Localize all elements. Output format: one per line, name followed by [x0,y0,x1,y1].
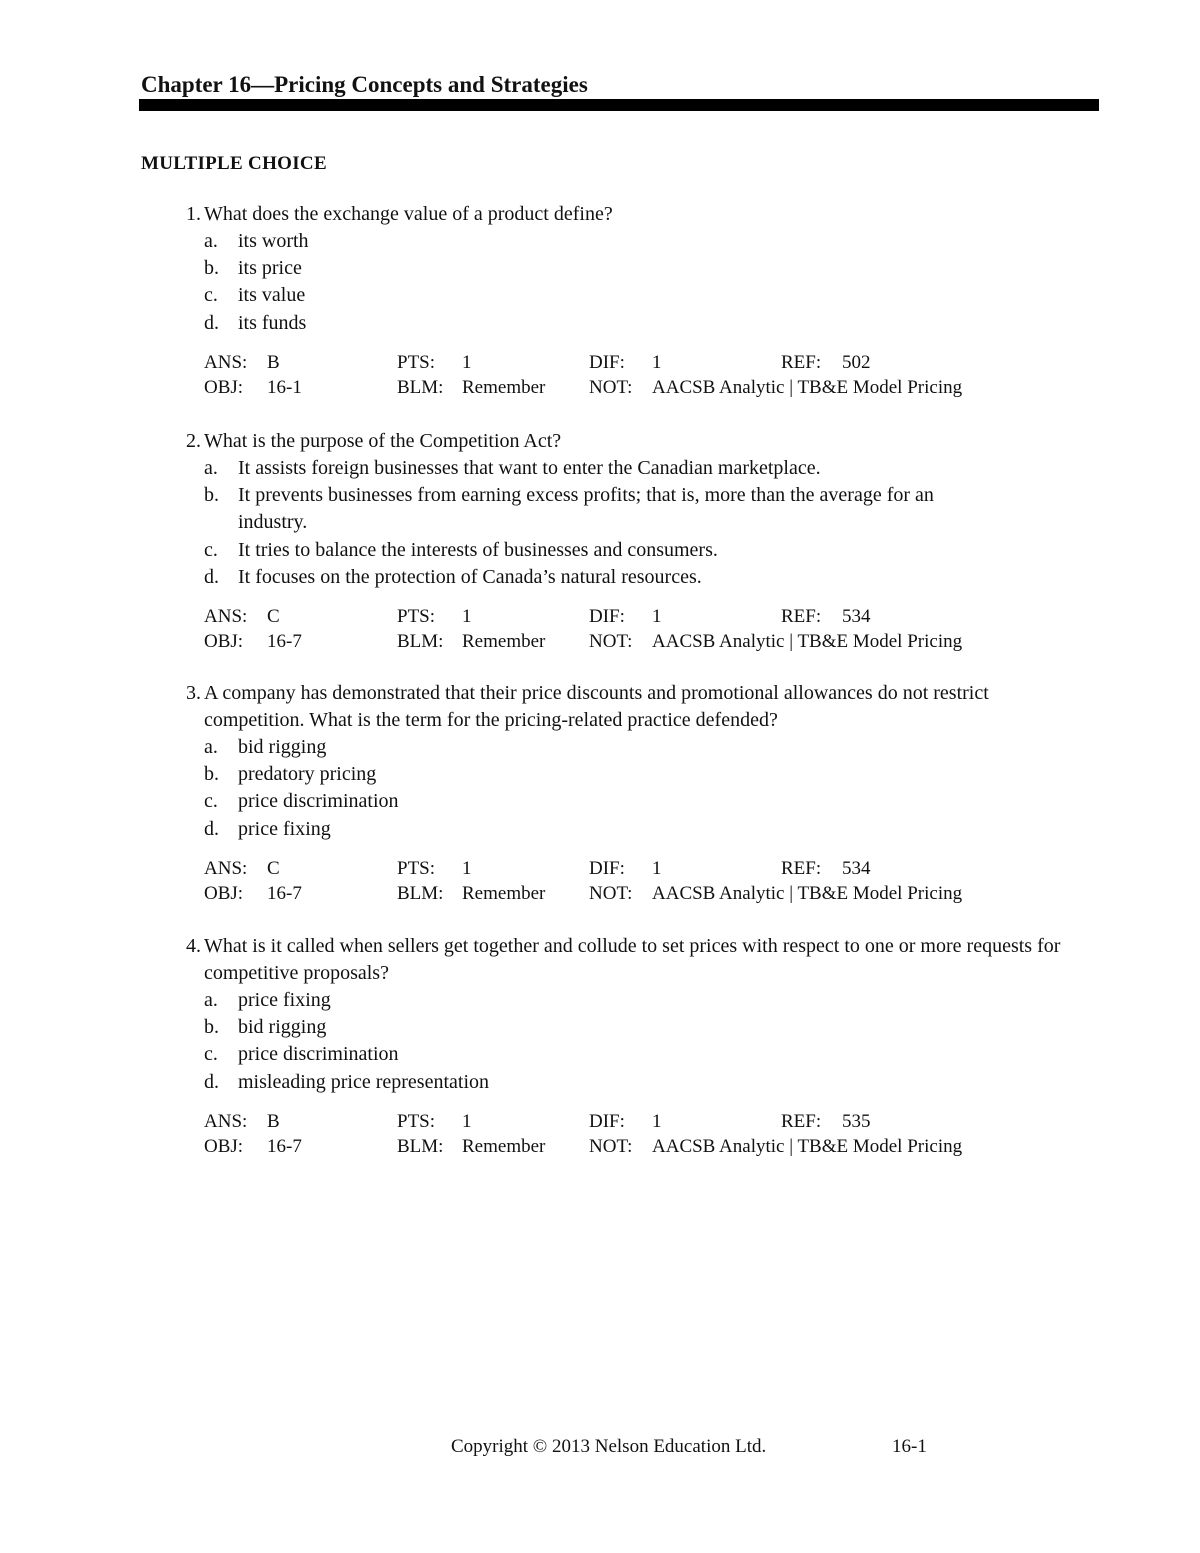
metadata-row [204,350,1071,375]
dif-label: DIF: [589,351,625,373]
ans-label: ANS: [204,606,248,628]
option-letter: c. [204,538,218,561]
option-text: It prevents businesses from earning excess profits; that is, more than the average for an industry. [238,484,934,534]
question-metadata [204,856,1071,906]
answer-option [141,761,1071,788]
dif-label: DIF: [589,857,625,879]
pts-label: PTS: [397,351,436,373]
section-heading: MULTIPLE CHOICE [141,153,327,174]
obj-label: OBJ: [204,1135,244,1157]
ref-label: REF: [781,857,822,879]
answer-option [141,1014,1071,1041]
option-letter: c. [204,790,218,813]
blm-value: Remember [462,1135,546,1157]
ans-value: B [267,1110,280,1132]
option-text: price discrimination [238,790,399,813]
answer-option [141,816,1071,843]
option-text: its worth [238,230,309,252]
blm-label: BLM: [397,631,444,653]
question-metadata [204,1109,1071,1159]
option-text: its value [238,284,306,307]
question-2 [141,428,1071,654]
question-stem [141,201,1071,228]
title-rule [139,99,1099,111]
blm-value: Remember [462,882,546,904]
dif-value: 1 [652,1110,662,1132]
question-4 [141,933,1071,1159]
option-text: It assists foreign businesses that want to enter the Canadian marketplace. [238,457,821,479]
ref-label: REF: [781,606,822,628]
pts-value: 1 [462,351,472,373]
answer-option [141,228,1071,255]
option-text: It focuses on the protection of Canada’s natural resources. [238,565,702,588]
option-letter: d. [204,565,219,588]
ans-value: B [267,351,280,373]
obj-value: 16-7 [267,631,302,653]
not-value: AACSB Analytic | TB&E Model Pricing [652,376,963,398]
metadata-row [204,629,1071,654]
answer-option [141,564,1071,591]
ans-value: C [267,606,280,628]
answer-option [141,255,1071,282]
answer-options [141,734,1071,843]
not-value: AACSB Analytic | TB&E Model Pricing [652,631,963,653]
question-number: 3. [186,682,201,704]
not-label: NOT: [589,882,633,904]
option-text: misleading price representation [238,1070,490,1093]
blm-label: BLM: [397,882,444,904]
metadata-row [204,1134,1071,1159]
dif-value: 1 [652,351,662,373]
metadata-row [204,604,1071,629]
option-text: bid rigging [238,1016,327,1039]
not-label: NOT: [589,1135,633,1157]
obj-label: OBJ: [204,376,244,398]
copyright-notice: Copyright © 2013 Nelson Education Ltd. [451,1436,767,1457]
obj-label: OBJ: [204,631,244,653]
ans-label: ANS: [204,1110,248,1132]
option-text: bid rigging [238,736,327,758]
not-value: AACSB Analytic | TB&E Model Pricing [652,882,963,904]
option-letter: d. [204,1070,219,1093]
option-letter: d. [204,817,219,840]
option-letter: c. [204,1043,218,1066]
pts-label: PTS: [397,857,436,879]
option-letter: a. [204,230,218,252]
option-letter: b. [204,1016,219,1039]
option-letter: c. [204,284,218,307]
option-letter: a. [204,457,218,479]
question-3 [141,680,1071,906]
dif-value: 1 [652,606,662,628]
obj-label: OBJ: [204,882,244,904]
ans-label: ANS: [204,351,248,373]
answer-option [141,1041,1071,1068]
answer-option [141,282,1071,309]
not-label: NOT: [589,376,633,398]
option-letter: a. [204,989,218,1011]
metadata-row [204,881,1071,906]
question-number: 1. [186,203,201,225]
ans-value: C [267,857,280,879]
option-text: its price [238,257,302,280]
option-text: It tries to balance the interests of businesses and consumers. [238,538,718,561]
question-text: A company has demonstrated that their price discounts and promotional allowances do not restrict competition. What is the term for the pricing-related practice defended? [204,682,989,731]
answer-option [141,537,1071,564]
question-stem [141,680,1071,734]
question-stem [141,933,1071,987]
not-value: AACSB Analytic | TB&E Model Pricing [652,1135,963,1157]
answer-options [141,987,1071,1096]
ans-label: ANS: [204,857,248,879]
metadata-row [204,1109,1071,1134]
blm-label: BLM: [397,1135,444,1157]
answer-option [141,482,1001,536]
question-stem [141,428,1071,455]
metadata-row [204,856,1071,881]
option-letter: a. [204,736,218,758]
answer-option [141,788,1071,815]
page-number: 16-1 [892,1436,927,1457]
option-text: its funds [238,311,307,334]
blm-value: Remember [462,631,546,653]
option-text: price fixing [238,817,331,840]
metadata-row [204,375,1071,400]
ref-label: REF: [781,1110,822,1132]
question-text: What is the purpose of the Competition Act? [204,430,562,452]
option-letter: d. [204,311,219,334]
question-1 [141,201,1071,400]
pts-value: 1 [462,857,472,879]
question-text: What does the exchange value of a product define? [204,203,613,225]
answer-option [141,987,1071,1014]
pts-label: PTS: [397,1110,436,1132]
option-letter: b. [204,257,219,280]
dif-label: DIF: [589,606,625,628]
blm-value: Remember [462,376,546,398]
ref-value: 534 [842,606,871,628]
answer-option [141,1069,1071,1096]
answer-option [141,734,1071,761]
obj-value: 16-7 [267,882,302,904]
question-metadata [204,604,1071,654]
obj-value: 16-7 [267,1135,302,1157]
ref-label: REF: [781,351,822,373]
question-number: 4. [186,935,201,957]
question-text: What is it called when sellers get together and collude to set prices with respect to one or more requests for competitive proposals? [204,935,1061,984]
answer-option [141,455,1071,482]
obj-value: 16-1 [267,376,302,398]
answer-options [141,455,1071,591]
question-metadata [204,350,1071,400]
option-text: price discrimination [238,1043,399,1066]
option-text: price fixing [238,989,331,1011]
option-text: predatory pricing [238,763,377,786]
dif-value: 1 [652,857,662,879]
pts-value: 1 [462,1110,472,1132]
chapter-title: Chapter 16—Pricing Concepts and Strategies [141,72,588,97]
ref-value: 534 [842,857,871,879]
ref-value: 535 [842,1110,871,1132]
pts-value: 1 [462,606,472,628]
dif-label: DIF: [589,1110,625,1132]
not-label: NOT: [589,631,633,653]
pts-label: PTS: [397,606,436,628]
ref-value: 502 [842,351,871,373]
answer-options [141,228,1071,337]
option-letter: b. [204,763,219,786]
option-letter: b. [204,484,219,507]
answer-option [141,310,1071,337]
question-number: 2. [186,430,201,452]
blm-label: BLM: [397,376,444,398]
